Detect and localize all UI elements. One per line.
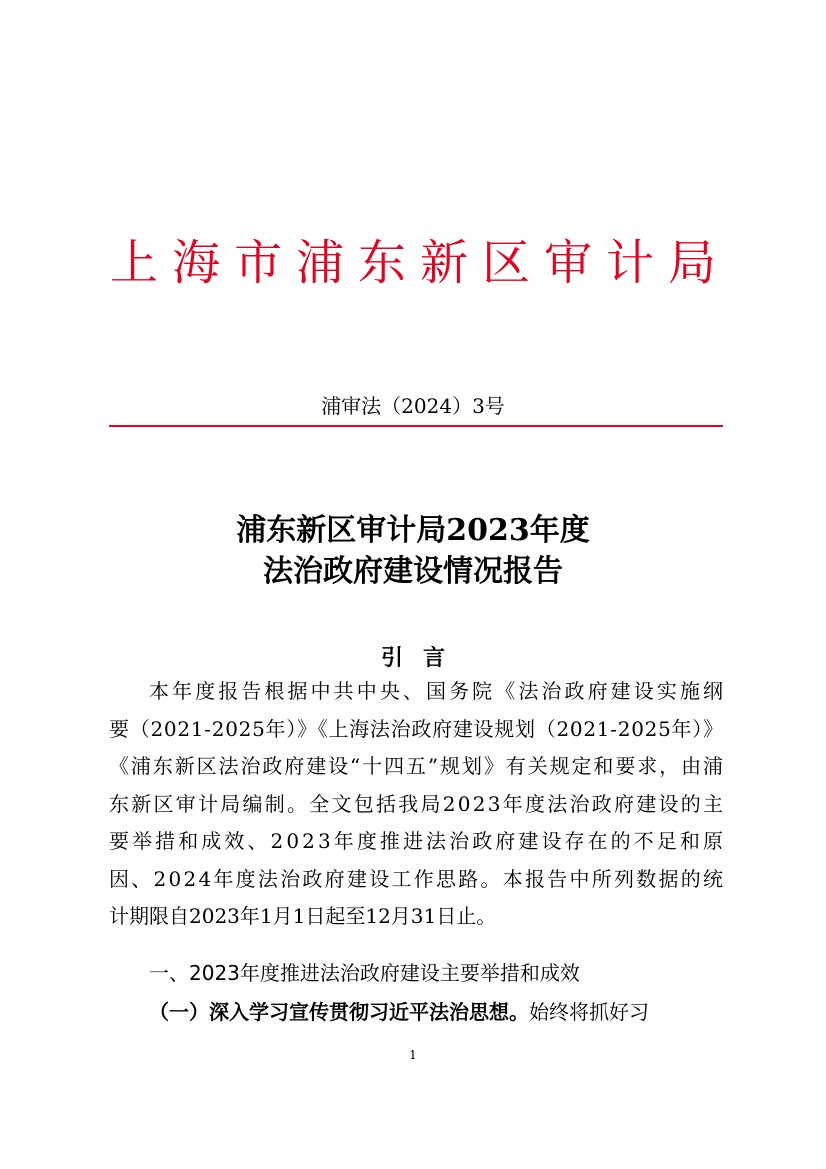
paragraph-line	[109, 711, 723, 749]
report-title	[0, 510, 826, 592]
section-1-heading: 一、2023年度推进法治政府建设主要举措和成效	[149, 961, 580, 985]
paragraph-line	[109, 823, 727, 861]
subsection-text: 始终将抓好习	[529, 1000, 649, 1024]
line-text: 东新区审计局编制。全文包括我局2023年度法治政府建设的主	[109, 791, 726, 816]
introduction-heading: 引言	[380, 645, 465, 671]
line-text: 计期限自2023年1月1日起至12月31日止。	[109, 904, 497, 928]
paragraph-line	[109, 748, 723, 786]
line-text: 要举措和成效、2023年度推进法治政府建设存在的不足和原	[109, 829, 727, 853]
page-number: 1	[409, 1048, 417, 1062]
line-text: 因、2024年度法治政府建设工作思路。本报告中所列数据的统	[109, 866, 726, 891]
subsection-lead: （一）深入学习宣传贯彻习近平法治思想。	[149, 1000, 529, 1024]
red-divider-line	[109, 425, 723, 427]
report-title-line-2: 法治政府建设情况报告	[263, 554, 563, 589]
line-text: 本年度报告根据中共中央、国务院《法治政府建设实施纲	[149, 679, 727, 703]
subsection-paragraph	[149, 994, 723, 1032]
report-title-line-1: 浦东新区审计局2023年度	[236, 513, 590, 548]
paragraph-line	[109, 898, 723, 936]
organization-header: 上海市浦东新区审计局	[109, 235, 730, 291]
paragraph-line	[109, 861, 726, 899]
introduction-paragraph	[109, 673, 727, 936]
document-number: 浦审法（2024）3号	[321, 394, 505, 418]
paragraph-line	[109, 673, 727, 711]
line-text: 要（2021-2025年）》《上海法治政府建设规划（2021-2025年）》	[109, 716, 724, 741]
paragraph-line	[109, 786, 726, 824]
line-text: 《浦东新区法治政府建设“十四五”规划》有关规定和要求，由浦	[109, 754, 725, 778]
